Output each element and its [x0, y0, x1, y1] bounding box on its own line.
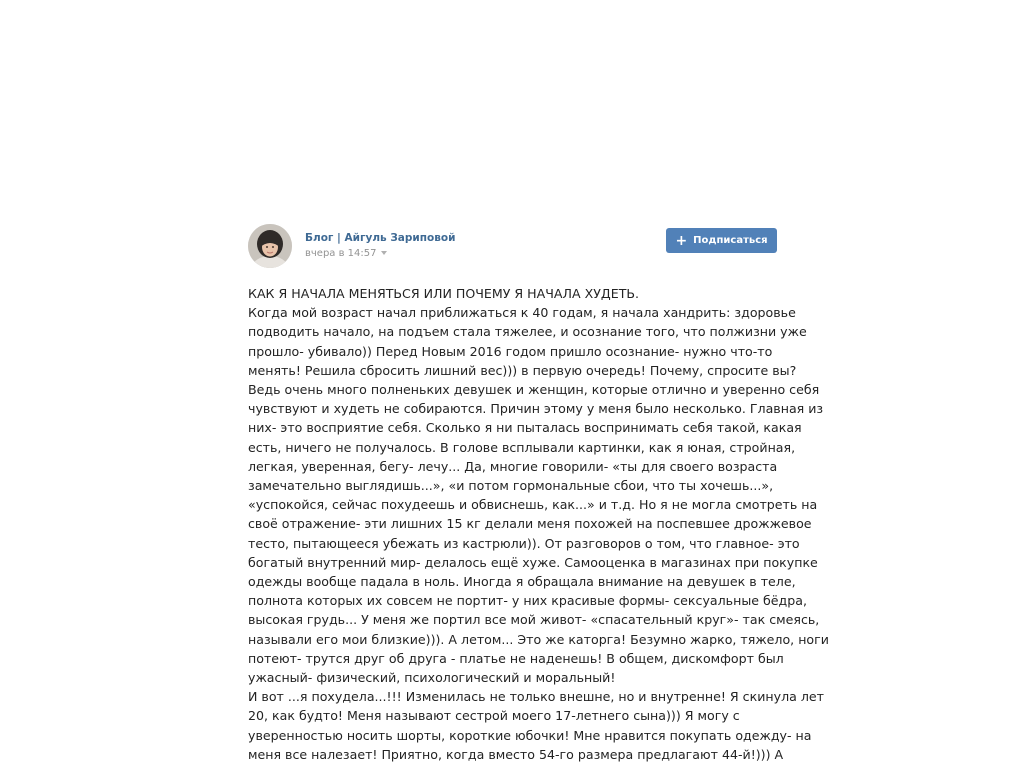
post-text-line: Ведь очень много полненьких девушек и женщин, которые отлично и уверенно себя: [248, 382, 820, 398]
post-text-line: подводить начало, на подъем стала тяжелее, и осознание того, что полжизни уже: [248, 324, 807, 340]
post-text-line: богатый внутренний мир- делалось ещё хуже. Самооценка в магазинах при покупке: [248, 554, 818, 570]
post-text-line: менять! Решила сбросить лишний вес))) в первую очередь! Почему, спросите вы?: [248, 362, 797, 378]
post-text-line: КАК Я НАЧАЛА МЕНЯТЬСЯ ИЛИ ПОЧЕМУ Я НАЧАЛА ХУДЕТЬ.: [248, 286, 640, 301]
avatar[interactable]: [248, 224, 292, 268]
post-text-line: «успокойся, сейчас похудеешь и обвиснешь, как...» и т.д. Но я не могла смотреть на: [248, 497, 818, 513]
post-timestamp[interactable]: [305, 248, 387, 259]
subscribe-button[interactable]: [666, 228, 777, 253]
author-name[interactable]: Блог | Айгуль Зариповой: [305, 232, 456, 244]
post-time[interactable]: вчера в 14:57: [305, 248, 377, 259]
post-text-line: легкая, уверенная, бегу- лечу... Да, многие говорили- «ты для своего возраста: [248, 458, 778, 474]
plus-icon: +: [675, 232, 688, 249]
post-text-line: уверенностью носить шорты, короткие юбочки! Мне нравится покупать одежду- на: [248, 727, 812, 743]
post-text-line: ужасный- физический, психологический и моральный!: [248, 670, 616, 686]
post-text-line: тесто, пытающееся убежать из кастрюли)). От разговоров о том, что главное- это: [248, 535, 800, 551]
subscribe-label: Подписаться: [693, 235, 768, 246]
post-text-line: потеют- трутся друг об друга - платье не наденешь! В общем, дискомфорт был: [248, 650, 784, 666]
avatar-photo-icon: [248, 224, 292, 268]
post-text-line: высокая грудь... У меня же портил все мой живот- «спасательный круг»- так смеясь,: [248, 612, 820, 628]
post-text-line: 20, как будто! Меня называют сестрой моего 17-летнего сына))) Я могу с: [248, 708, 740, 724]
post-text-line: них- это восприятие себя. Сколько я ни пыталась воспринимать себя такой, какая: [248, 420, 802, 436]
post-text-line: одежды вообще падала в ноль. Иногда я обращала внимание на девушек в теле,: [248, 574, 796, 590]
post-text-line: И вот ...я похудела...!!! Изменилась не только внешне, но и внутренне! Я скинула лет: [248, 689, 824, 705]
chevron-down-icon[interactable]: [381, 251, 387, 255]
post-text-line: меня все налезает! Приятно, когда вместо 54-го размера предлагают 44-й!))) А: [248, 746, 784, 762]
post-text-line: Когда мой возраст начал приближаться к 40 годам, я начала хандрить: здоровье: [248, 305, 796, 321]
post-text-line: своё отражение- эти лишних 15 кг делали меня похожей на поспевшее дрожжевое: [248, 516, 812, 532]
post-text-line: есть, ничего не получалось. В голове всплывали картинки, как я юная, стройная,: [248, 439, 796, 455]
post-text-line: чувствуют и худеть не собираются. Причин этому у меня было несколько. Главная из: [248, 401, 824, 417]
post-text-line: полнота которых их совсем не портит- у них красивые формы- сексуальные бёдра,: [248, 593, 807, 609]
post-text-line: прошло- убивало)) Перед Новым 2016 годом пришло осознание- нужно что-то: [248, 343, 773, 359]
post-text-line: называли его мои близкие))). А летом... Это же каторга! Безумно жарко, тяжело, ноги: [248, 631, 829, 647]
post-text: [248, 284, 829, 764]
post-text-line: замечательно выглядишь...», «и потом гормональные сбои, что ты хочешь...»,: [248, 478, 774, 494]
